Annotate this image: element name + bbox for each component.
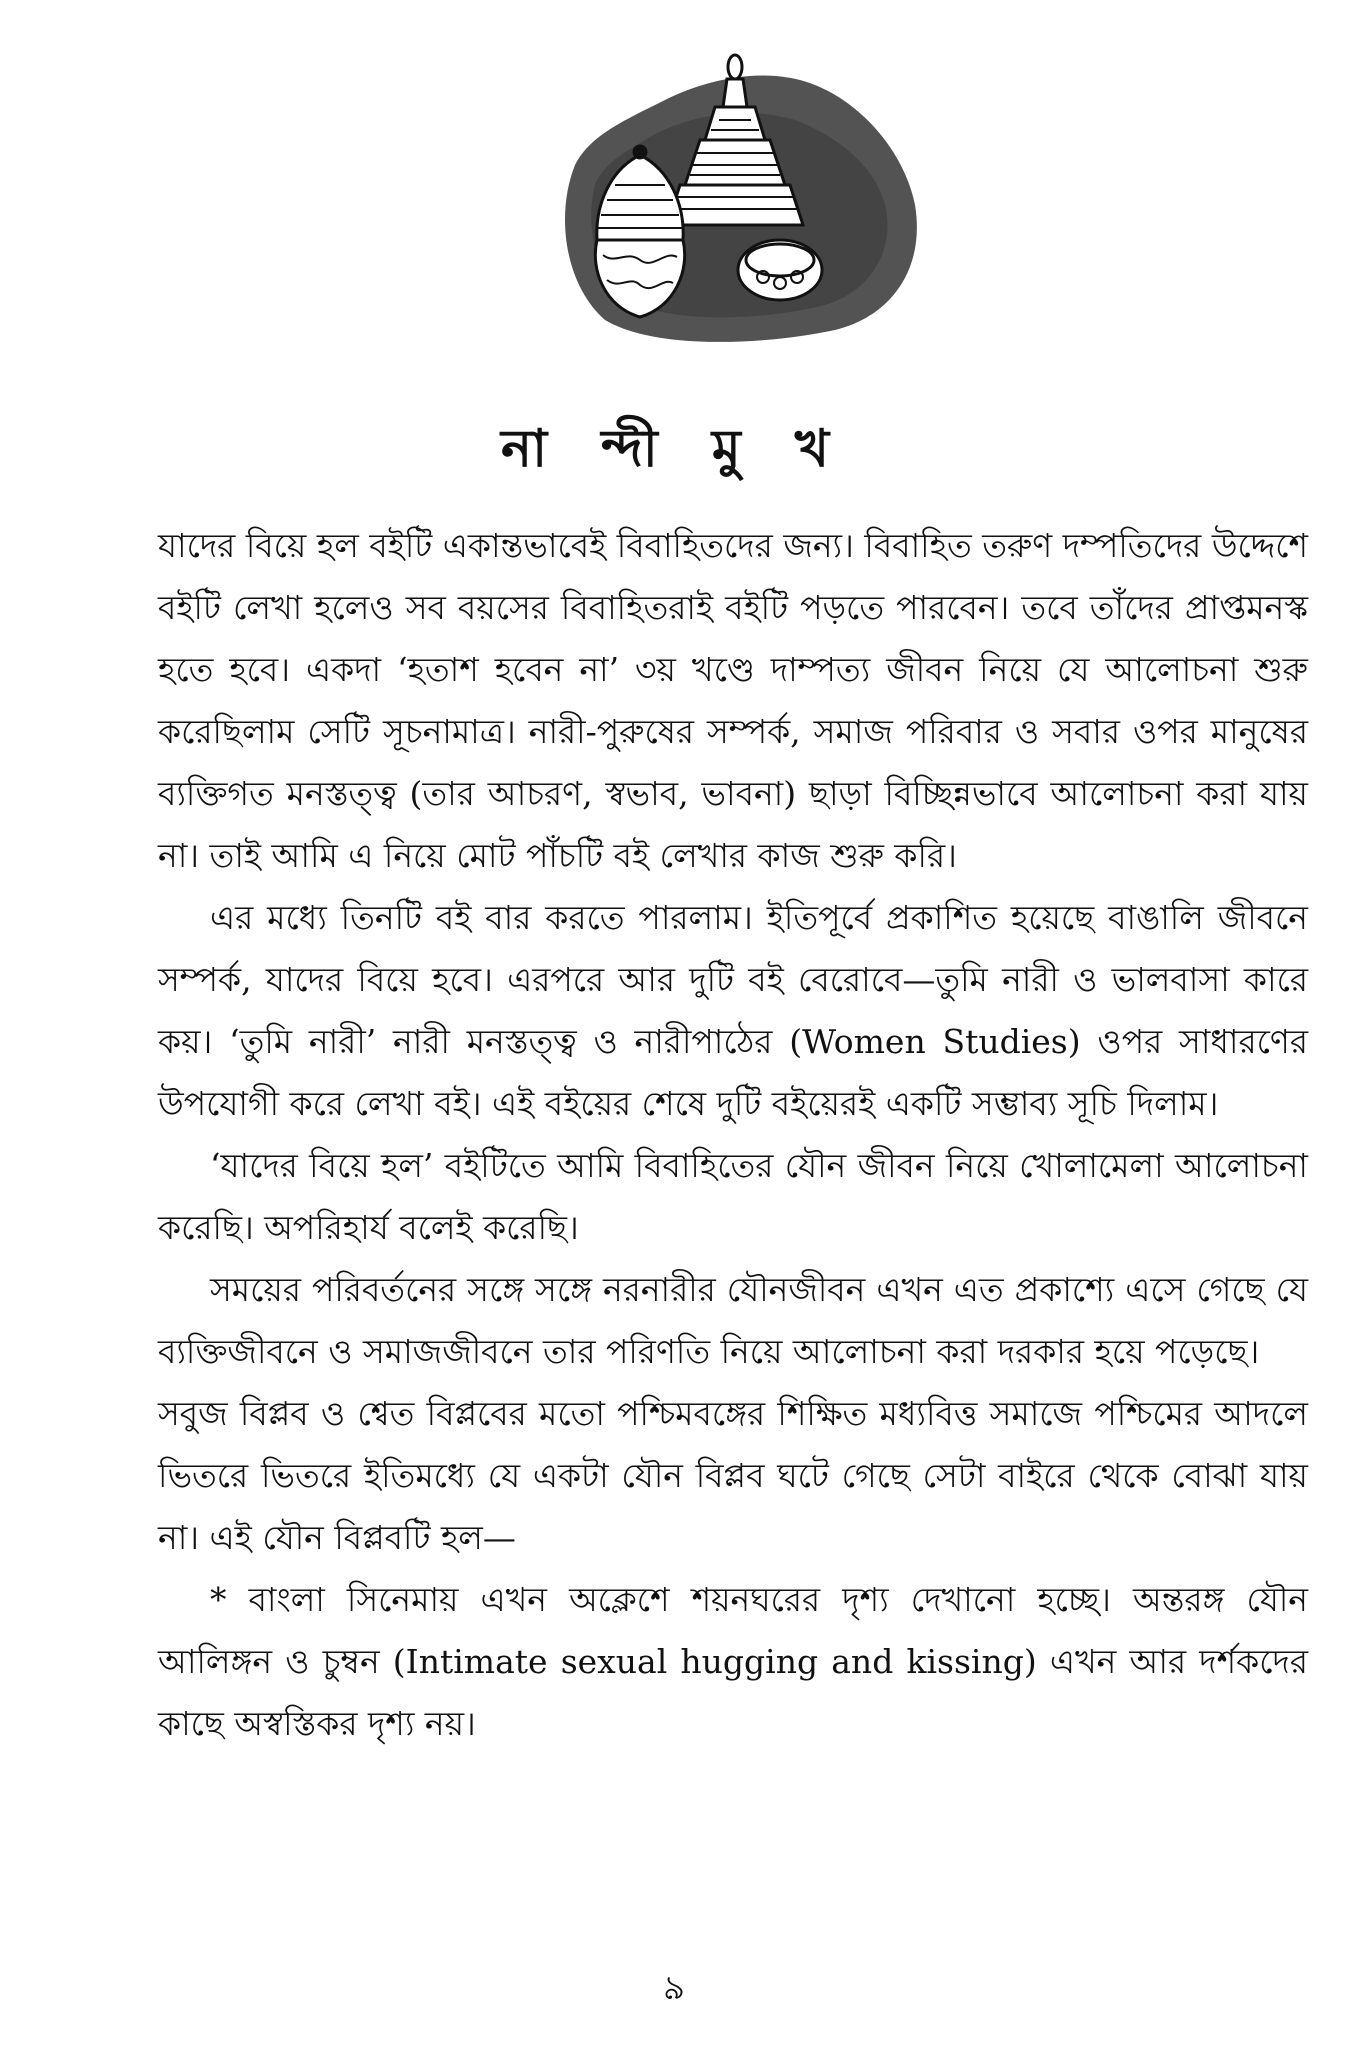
paragraph: ‘যাদের বিয়ে হল’ বইটিতে আমি বিবাহিতের যৌন জীবন নিয়ে খোলামেলা আলোচনা করেছি। অপরিহার্য বলেই করেছি। [158, 1146, 1308, 1247]
paragraph: সময়ের পরিবর্তনের সঙ্গে সঙ্গে নরনারীর যৌনজীবন এখন এত প্রকাশ্যে এসে গেছে যে ব্যক্তিজীবনে ও সমাজজীবনে তার পরিণতি নিয়ে আলোচনা করা দরকার হয়ে পড়েছে। [158, 1270, 1308, 1371]
section-heading: না ন্দী মু খ [500, 418, 848, 479]
body-text [158, 515, 1308, 1755]
page-number: ৯ [662, 1968, 686, 2008]
paragraph: এর মধ্যে তিনটি বই বার করতে পারলাম। ইতিপূর্বে প্রকাশিত হয়েছে বাঙালি জীবনে সম্পর্ক, যাদের বিয়ে হবে। এরপরে আর দুটি বই বেরোবে—তুমি নারী ও ভালবাসা কারে কয়। ‘তুমি নারী’ নারী মনস্তত্ত্ব ও নারীপাঠের (Women Studies) ওপর সাধারণের উপযোগী করে লেখা বই। এই বইয়ের শেষে দুটি বইয়েরই একটি সম্ভাব্য সূচি দিলাম। [158, 898, 1308, 1123]
decorative-vessels-illustration [535, 45, 935, 370]
paragraph: যাদের বিয়ে হল বইটি একান্তভাবেই বিবাহিতদের জন্য। বিবাহিত তরুণ দম্পতিদের উদ্দেশে বইটি লেখা হলেও সব বয়সের বিবাহিতরাই বইটি পড়তে পারবেন। তবে তাঁদের প্রাপ্তমনস্ক হতে হবে। একদা ‘হতাশ হবেন না’ ৩য় খণ্ডে দাম্পত্য জীবন নিয়ে যে আলোচনা শুরু করেছিলাম সেটি সূচনামাত্র। নারী-পুরুষের সম্পর্ক, সমাজ পরিবার ও সবার ওপর মানুষের ব্যক্তিগত মনস্তত্ত্ব (তার আচরণ, স্বভাব, ভাবনা) ছাড়া বিচ্ছিন্নভাবে আলোচনা করা যায় না। তাই আমি এ নিয়ে মোট পাঁচটি বই লেখার কাজ শুরু করি। [158, 526, 1308, 875]
paragraph: * বাংলা সিনেমায় এখন অক্লেশে শয়নঘরের দৃশ্য দেখানো হচ্ছে। অন্তরঙ্গ যৌন আলিঙ্গন ও চুম্বন (Intimate sexual hugging and kissing) এখন আর দর্শকদের কাছে অস্বস্তিকর দৃশ্য নয়। [158, 1580, 1308, 1743]
paragraph: সবুজ বিপ্লব ও শ্বেত বিপ্লবের মতো পশ্চিমবঙ্গের শিক্ষিত মধ্যবিত্ত সমাজে পশ্চিমের আদলে ভিতরে ভিতরে ইতিমধ্যে যে একটা যৌন বিপ্লব ঘটে গেছে সেটা বাইরে থেকে বোঝা যায় না। এই যৌন বিপ্লবটি হল— [158, 1394, 1308, 1557]
